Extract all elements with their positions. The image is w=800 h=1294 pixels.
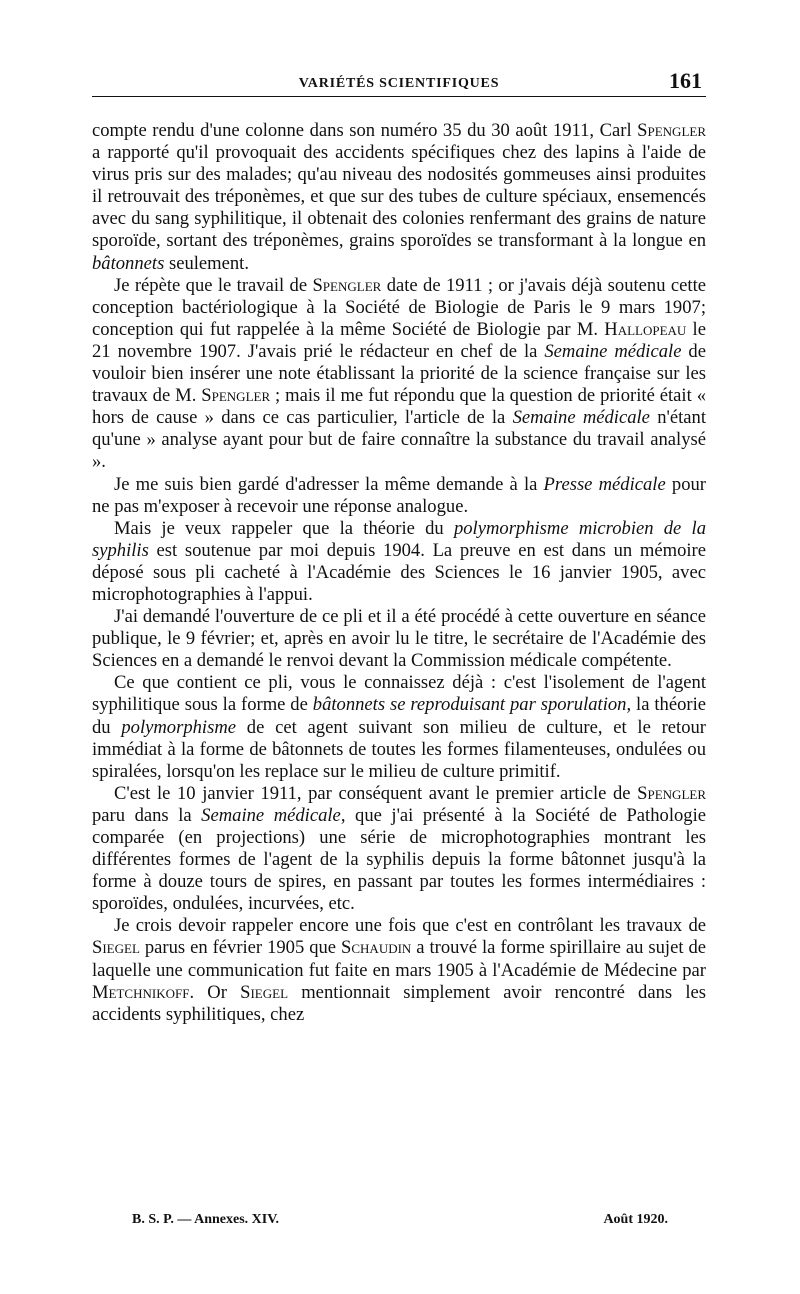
text-run: de vouloir bien insérer une note établissant la priorité de la science française sur les travaux de M. bbox=[92, 340, 706, 407]
text-run: Je répète que le travail de bbox=[114, 274, 313, 296]
italic-text: Semaine médicale bbox=[512, 407, 650, 429]
paragraph bbox=[92, 120, 706, 275]
paragraph bbox=[92, 783, 706, 916]
author-name: Siegel bbox=[92, 937, 140, 959]
text-run: Mais je veux rappeler que la théorie du bbox=[114, 517, 454, 539]
paragraph bbox=[92, 606, 706, 672]
text-run: est soutenue par moi depuis 1904. La preuve en est dans un mémoire déposé sous pli cacheté à l'Académie des Sciences le 16 janvier 1905, avec microphotographies à l'appui. bbox=[92, 539, 706, 605]
text-run: ; mais il me fut répondu que la question de priorité était « hors de cause » dans ce cas particulier, l'article de la bbox=[92, 385, 706, 429]
paragraph bbox=[92, 518, 706, 606]
italic-text: bâtonnets bbox=[92, 252, 165, 274]
author-name: Metchnikoff bbox=[92, 981, 190, 1003]
italic-text: Presse médicale bbox=[543, 473, 666, 495]
text-run: J'ai demandé l'ouverture de ce pli et il a été procédé à cette ouverture en séance publique, le 9 février; et, après en avoir lu le titre, le secrétaire de l'Académie des Sciences en a demandé le renvoi devant la Commission médicale compétente. bbox=[92, 606, 706, 672]
paragraph bbox=[92, 915, 706, 1025]
text-run: Ce que contient ce pli, vous le connaissez déjà : c'est l'isolement de l'agent syphilitique sous la forme de bbox=[92, 672, 706, 716]
page-header bbox=[92, 68, 706, 98]
author-name: Spengler bbox=[312, 274, 382, 296]
text-run: . Or bbox=[189, 981, 241, 1003]
text-run: mentionnait simplement avoir rencontré dans les accidents syphilitiques, chez bbox=[92, 981, 706, 1025]
paragraph bbox=[92, 474, 706, 518]
text-run: de cet agent suivant son milieu de culture, et le retour immédiat à la forme de bâtonnets de toutes les formes filamenteuses, ondulées ou spiralées, lorsqu'on les replace sur le milieu de culture primitif. bbox=[92, 716, 706, 782]
page-footer bbox=[92, 1212, 706, 1234]
author-name: Siegel bbox=[240, 981, 289, 1003]
text-run: seulement. bbox=[164, 252, 249, 274]
text-run: compte rendu d'une colonne dans son numéro 35 du 30 août 1911, Carl bbox=[92, 120, 638, 141]
author-name: Spengler bbox=[637, 782, 706, 804]
text-run: n'étant qu'une » analyse ayant pour but de faire connaître la substance du travail analysé ». bbox=[92, 407, 706, 473]
text-run: , la théorie du bbox=[92, 694, 706, 738]
text-run: parus en février 1905 que bbox=[139, 937, 342, 959]
italic-text: Semaine médicale bbox=[544, 340, 682, 362]
text-run: a trouvé la forme spirillaire au sujet de laquelle une communication fut faite en mars 1905 à l'Académie de Médecine par bbox=[92, 937, 706, 981]
italic-text: polymorphisme bbox=[121, 716, 237, 738]
text-run: Je crois devoir rappeler encore une fois que c'est en contrôlant les travaux de bbox=[114, 915, 706, 937]
body-text bbox=[92, 120, 706, 1026]
text-run: Je me suis bien gardé d'adresser la même demande à la bbox=[114, 473, 544, 495]
header-rule bbox=[92, 96, 706, 97]
footer-signature: B. S. P. — Annexes. XIV. bbox=[132, 1212, 280, 1227]
author-name: Spengler bbox=[201, 385, 271, 407]
italic-text: bâtonnets se reproduisant par sporulation bbox=[312, 694, 627, 716]
author-name: Hallopeau bbox=[604, 318, 687, 340]
page-number: 161 bbox=[669, 68, 702, 93]
paragraph bbox=[92, 275, 706, 474]
text-run: C'est le 10 janvier 1911, par conséquent avant le premier article de bbox=[114, 782, 638, 804]
author-name: Spengler bbox=[637, 120, 706, 141]
italic-text: polymorphisme microbien de la syphilis bbox=[92, 517, 706, 561]
text-run: paru dans la bbox=[92, 804, 202, 826]
footer-date: Août 1920. bbox=[603, 1212, 668, 1227]
text-run: date de 1911 ; or j'avais déjà soutenu cette conception bactériologique à la Société de Biologie de Paris le 9 mars 1907; conception qui fut rappelée à la même Société de Biologie par M. bbox=[92, 274, 706, 340]
paragraph bbox=[92, 672, 706, 782]
text-run: a rapporté qu'il provoquait des accidents spécifiques chez des lapins à l'aide de virus pris sur des malades; qu'au niveau des nodosités gommeuses ainsi produites il retrouvait des tréponèmes, et que sur des tubes de culture spéciaux, ensemencés avec du sang syphilitique, il obtenait des colonies renfermant des grains de nature sporoïde, sortant des tréponèmes, grains sporoïdes se transformant à la longue en bbox=[92, 142, 706, 252]
text-run: le 21 novembre 1907. J'avais prié le rédacteur en chef de la bbox=[92, 318, 706, 362]
author-name: Schaudin bbox=[341, 937, 412, 959]
text-run: pour ne pas m'exposer à recevoir une réponse analogue. bbox=[92, 473, 706, 517]
italic-text: Semaine médicale bbox=[201, 804, 341, 826]
text-run: , que j'ai présenté à la Société de Pathologie comparée (en projections) une série de microphotographies montrant les différentes formes de l'agent de la syphilis depuis la forme bâtonnet jusqu'à la forme à douze tours de spires, en passant par toutes les formes intermédiaires : sporoïdes, ondulées, incurvées, etc. bbox=[92, 804, 706, 915]
running-title: VARIÉTÉS SCIENTIFIQUES bbox=[298, 76, 500, 91]
